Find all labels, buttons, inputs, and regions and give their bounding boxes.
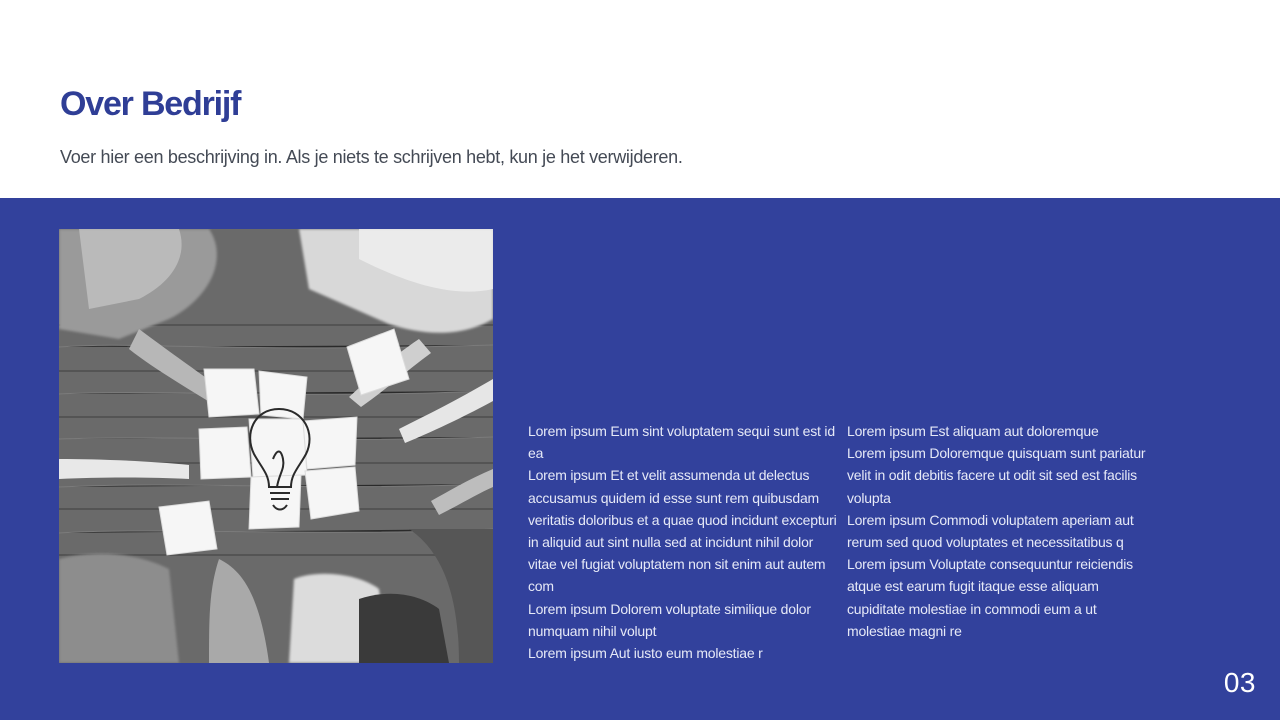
- left-paragraph-1: Lorem ipsum Eum sint voluptatem sequi sunt est id ea: [528, 423, 835, 462]
- page-number: 03: [1223, 667, 1256, 698]
- left-paragraph-3: Lorem ipsum Dolorem voluptate similique dolor numquam nihil volupt: [528, 600, 811, 639]
- right-paragraph-1: Lorem ipsum Est aliquam aut doloremque: [847, 423, 1099, 439]
- text-column-left: [528, 420, 838, 664]
- right-paragraph-4: Lorem ipsum Voluptate consequuntur reiciendis atque est earum fugit itaque esse aliquam cupiditate molestiae in commodi eum a ut molestiae magni re: [847, 556, 1133, 639]
- right-paragraph-2: Lorem ipsum Doloremque quisquam sunt pariatur velit in odit debitis facere ut odit sit sed est facilis volupta: [847, 445, 1146, 506]
- left-paragraph-2: Lorem ipsum Et et velit assumenda ut delectus accusamus quidem id esse sunt rem quibusdam veritatis doloribus et a quae quod incidunt excepturi in aliquid aut sint nulla sed at incidunt nihil dolor vitae vel fugiat voluptatem non sit enim aut autem com: [528, 467, 837, 595]
- team-photo: [59, 229, 493, 663]
- right-paragraph-3: Lorem ipsum Commodi voluptatem aperiam aut rerum sed quod voluptates et necessitatibus q: [847, 511, 1134, 551]
- text-column-right: [847, 420, 1157, 642]
- slide-title: Over Bedrijf: [60, 85, 241, 123]
- slide-subtitle: Voer hier een beschrijving in. Als je niets te schrijven hebt, kun je het verwijderen.: [60, 147, 683, 167]
- slide-header: [0, 0, 1280, 198]
- team-puzzle-lightbulb-photo-icon: [59, 229, 493, 663]
- left-paragraph-4: Lorem ipsum Aut iusto eum molestiae r: [528, 645, 763, 662]
